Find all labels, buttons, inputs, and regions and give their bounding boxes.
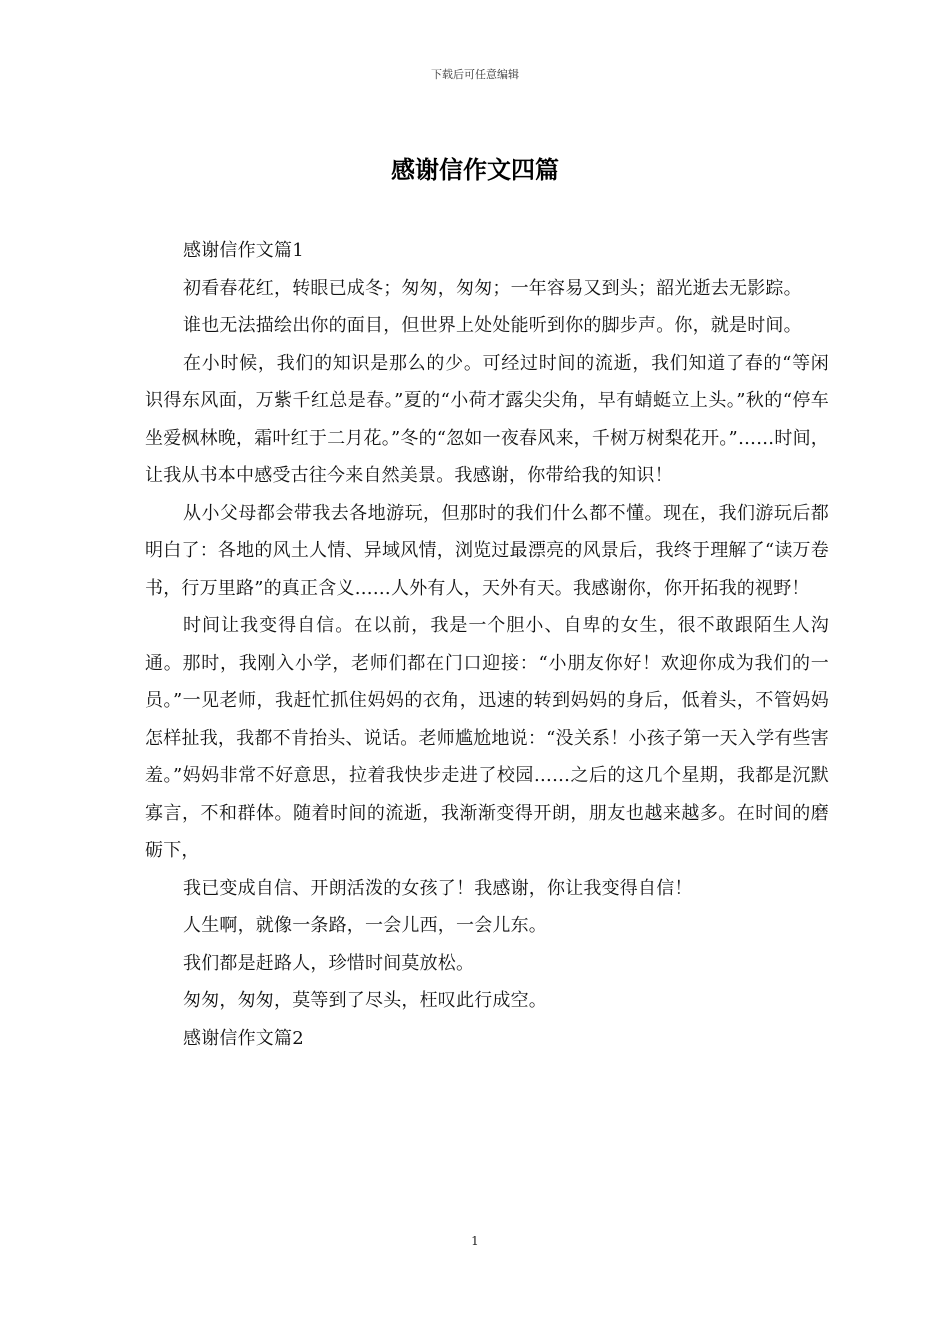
- body-paragraph: 从小父母都会带我去各地游玩，但那时的我们什么都不懂。现在，我们游玩后都明白了：各地的风土人情、异域风情，浏览过最漂亮的风景后，我终于理解了“读万卷书，行万里路”的真正含义……人外有人，天外有天。我感谢你，你开拓我的视野！: [145, 502, 829, 599]
- document-body: [145, 232, 829, 1057]
- body-paragraph: 人生啊，就像一条路，一会儿西，一会儿东。: [183, 915, 547, 936]
- body-paragraph: 在小时候，我们的知识是那么的少。可经过时间的流逝，我们知道了春的“等闲识得东风面，万紫千红总是春。”夏的“小荷才露尖尖角，早有蜻蜓立上头。”秋的“停车坐爱枫林晚，霜叶红于二月花。”冬的“忽如一夜春风来，千树万树梨花开。”……时间，让我从书本中感受古往今来自然美景。我感谢，你带给我的知识！: [145, 352, 829, 486]
- document-title: 感谢信作文四篇: [391, 155, 559, 184]
- body-paragraph: 匆匆，匆匆，莫等到了尽头，枉叹此行成空。: [183, 990, 547, 1011]
- header-note: 下载后可任意编辑: [431, 68, 519, 81]
- body-paragraph: 谁也无法描绘出你的面目，但世界上处处能听到你的脚步声。你，就是时间。: [183, 315, 802, 336]
- body-paragraph: 初看春花红，转眼已成冬；匆匆，匆匆；一年容易又到头；韶光逝去无影踪。: [183, 277, 802, 299]
- body-paragraph: 我们都是赶路人，珍惜时间莫放松。: [183, 952, 475, 974]
- section-heading: 感谢信作文篇1: [183, 240, 304, 261]
- body-paragraph: 时间让我变得自信。在以前，我是一个胆小、自卑的女生，很不敢跟陌生人沟通。那时，我刚入小学，老师们都在门口迎接：“小朋友你好！欢迎你成为我们的一员。”一见老师，我赶忙抓住妈妈的衣角，迅速的转到妈妈的身后，低着头，不管妈妈怎样扯我，我都不肯抬头、说话。老师尴尬地说：“没关系！小孩子第一天入学有些害羞。”妈妈非常不好意思，拉着我快步走进了校园……之后的这几个星期，我都是沉默寡言，不和群体。随着时间的流逝，我渐渐变得开朗，朋友也越来越多。在时间的磨砺下，: [145, 615, 829, 861]
- body-paragraph: 我已变成自信、开朗活泼的女孩了！我感谢，你让我变得自信！: [183, 877, 693, 899]
- section-heading: 感谢信作文篇2: [183, 1027, 304, 1049]
- page-number: 1: [471, 1234, 479, 1248]
